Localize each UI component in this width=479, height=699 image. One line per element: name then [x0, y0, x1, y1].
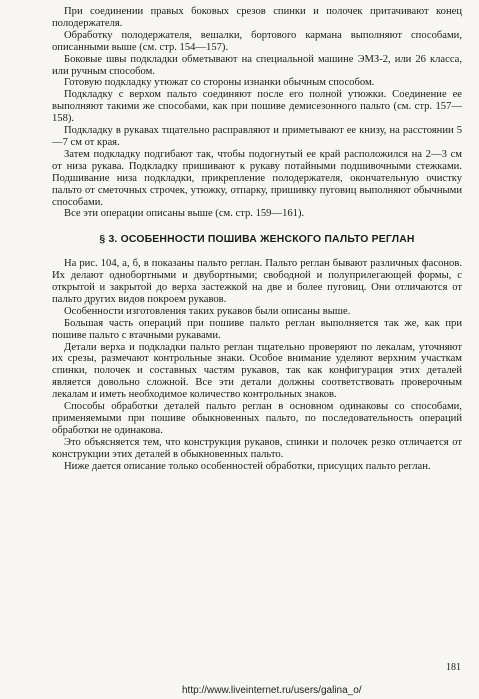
- paragraph: Особенности изготовления таких рукавов были описаны выше.: [64, 305, 351, 317]
- paragraph: Подкладку с верхом пальто соединяют после его полной утюжки. Соединение ее выполняют такими же способами, как при пошиве демисезонного пальто (см. стр. 157—158).: [52, 89, 462, 125]
- page-number: 181: [446, 662, 461, 673]
- paragraph: Способы обработки деталей пальто реглан в основном одинаковы со способами, применяемыми при пошиве обыкновенных пальто, по последовательность операций обработки не одинакова.: [52, 401, 462, 436]
- paragraph: Ниже дается описание только особенностей обработки, присущих пальто реглан.: [64, 460, 431, 472]
- section-heading: § 3. ОСОБЕННОСТИ ПОШИВА ЖЕНСКОГО ПАЛЬТО РЕГЛАН: [99, 234, 415, 246]
- paragraph: Обработку полодержателя, вешалки, бортового кармана выполняют способами, описанными выше (см. стр. 154—157).: [52, 29, 462, 53]
- paragraph: Это объясняется тем, что конструкция рукавов, спинки и полочек резко отличается от конструкции этих деталей в обыкновенных пальто.: [52, 436, 462, 460]
- paragraph: Готовую подкладку утюжат со стороны изнанки обычным способом.: [64, 77, 375, 89]
- paragraph: На рис. 104, а, б, в показаны пальто реглан. Пальто реглан бывают различных фасонов. Их делают однобортными и двубортными; свободной и полуприлегающей формы, с открытой и закрытой до верха застежкой на две и более пуговиц. Они отличаются от пальто других видов покроем рукавов.: [52, 258, 462, 305]
- watermark-url: http://www.liveinternet.ru/users/galina_o/: [182, 685, 362, 696]
- paragraph: Детали верха и подкладки пальто реглан тщательно проверяют по лекалам, уточняют их срезы, размечают контрольные знаки. Особое внимание уделяют верхним участкам спинки, полочек и составных частям рукавов, так как конфигурация этих деталей является довольно сложной. Все эти детали должны соответствовать проверочным лекалам и иметь необходимое количество контрольных знаков.: [52, 341, 462, 401]
- book-page: [52, 6, 462, 473]
- paragraph: Боковые швы подкладки обметывают на специальной машине ЭМЗ-2, или 26 класса, или ручным способом.: [52, 53, 462, 77]
- paragraph: Большая часть операций при пошиве пальто реглан выполняется так же, как при пошиве пальто с втачными рукавами.: [52, 317, 462, 341]
- paragraph: Все эти операции описаны выше (см. стр. 159—161).: [64, 208, 305, 220]
- paragraph: Затем подкладку подгибают так, чтобы подогнутый ее край расположился на 2—3 см от низа рукава. Подкладку пришивают к рукаву потайными подшивочными стежками. Подшивание низа подкладки, прикрепление полодержателя, окончательную очистку пальто от сметочных строчек, утюжку, отпарку, пришивку пуговиц выполняют обычными способами.: [52, 148, 462, 208]
- paragraph: Подкладку в рукавах тщательно расправляют и приметывают ее книзу, на расстоянии 5—7 см от края.: [52, 125, 462, 148]
- paragraph: При соединении правых боковых срезов спинки и полочек притачивают конец полодержателя.: [52, 6, 462, 29]
